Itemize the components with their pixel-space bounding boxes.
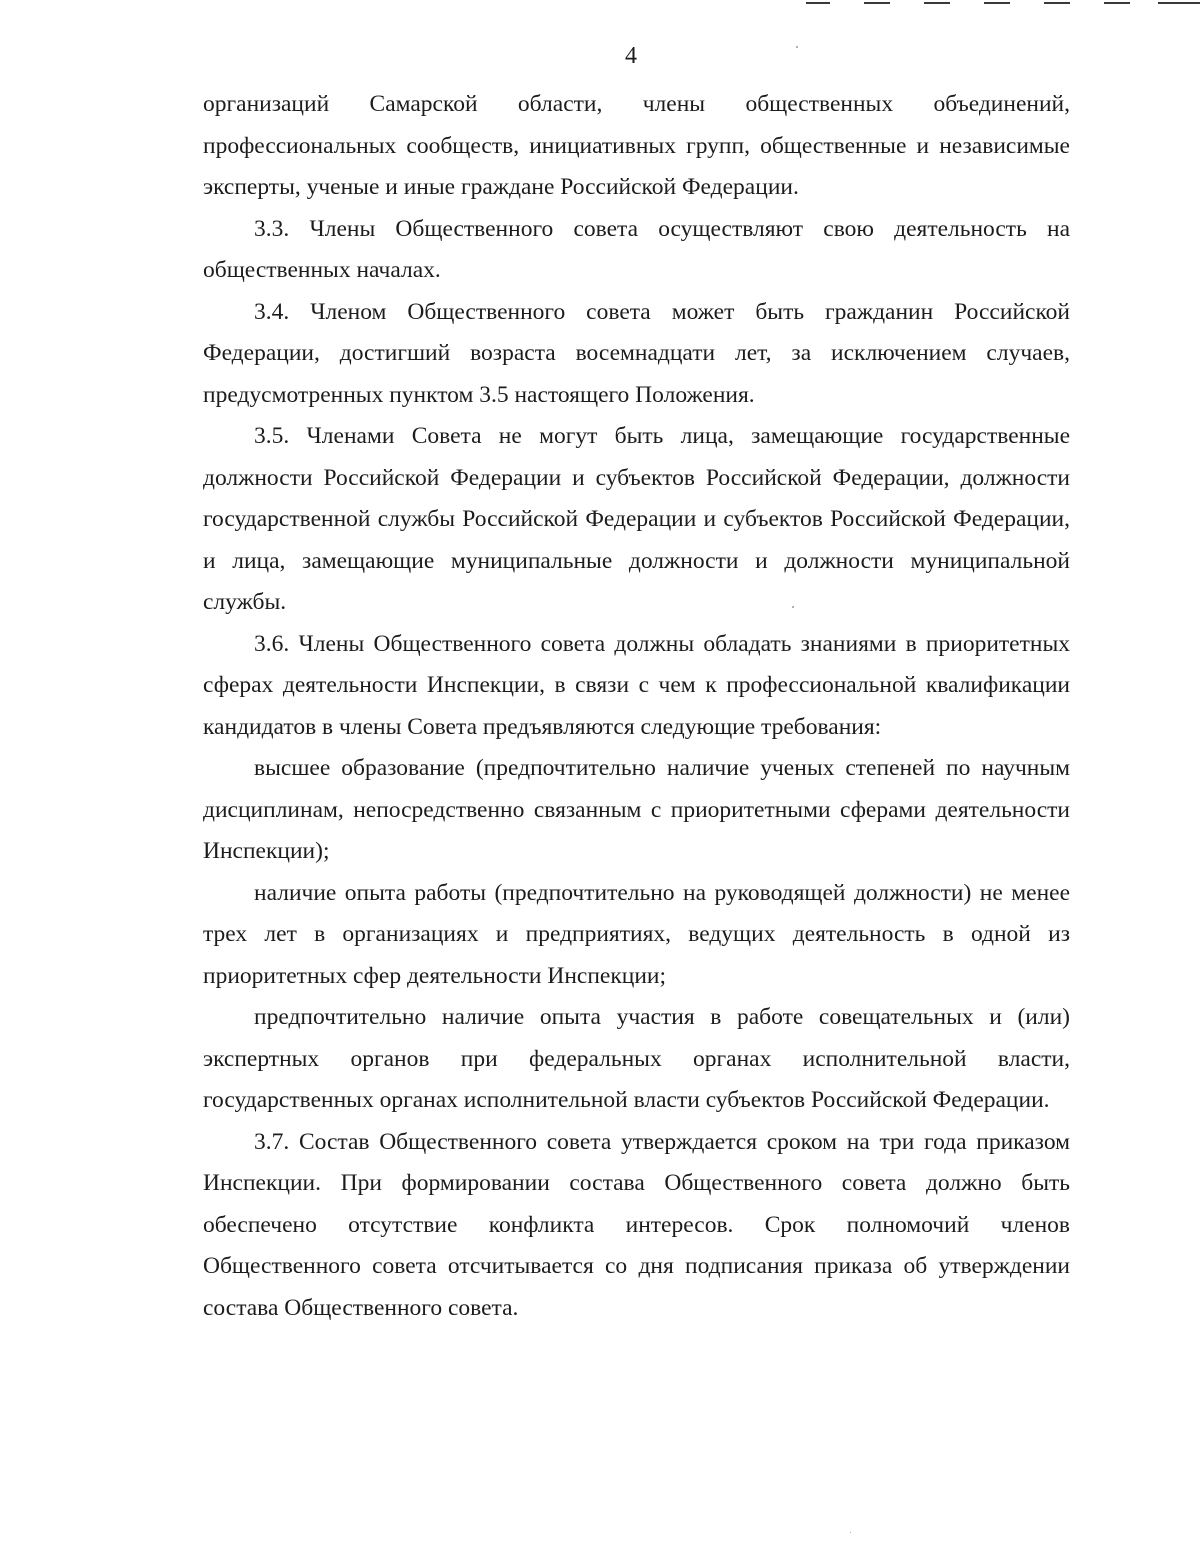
paragraph-3-6: 3.6. Члены Общественного совета должны обладать знаниями в приоритетных сферах деятельности Инспекции, в связи с чем к профессиональной квалификации кандидатов в члены Совета предъявляются следующие требования: <box>203 630 1070 740</box>
scan-mark <box>806 2 830 4</box>
requirement-education: высшее образование (предпочтительно наличие ученых степеней по научным дисциплинам, непосредственно связанным с приоритетными сферами деятельности Инспекции); <box>203 755 1070 864</box>
paragraph-3-5: 3.5. Членами Совета не могут быть лица, замещающие государственные должности Российской Федерации и субъектов Российской Федерации, должности государственной службы Российской Федерации и субъектов Российской Федерации, и лица, замещающие муниципальные должности и должности муниципальной службы. <box>203 423 1070 615</box>
scan-speck <box>850 1532 851 1533</box>
page-number: 4 <box>625 43 637 69</box>
paragraph-3-7: 3.7. Состав Общественного совета утверждается сроком на три года приказом Инспекции. При формировании состава Общественного совета должно быть обеспечено отсутствие конфликта интересов. Срок полномочий членов Общественного совета отсчитывается со дня подписания приказа об утверждении состава Общественного совета. <box>203 1128 1070 1321</box>
requirement-expert-bodies: предпочтительно наличие опыта участия в работе совещательных и (или) экспертных органов при федеральных органах исполнительной власти, государственных органах исполнительной власти субъектов Российской Федерации. <box>203 1004 1070 1113</box>
scan-mark <box>1104 2 1130 4</box>
scan-mark <box>1044 2 1070 4</box>
scan-edge-marks <box>780 0 1200 12</box>
scan-mark <box>924 2 950 4</box>
paragraph-3-4: 3.4. Членом Общественного совета может быть гражданин Российской Федерации, достигший возраста восемнадцати лет, за исключением случаев, предусмотренных пунктом 3.5 настоящего Положения. <box>203 298 1070 408</box>
requirement-experience: наличие опыта работы (предпочтительно на руководящей должности) не менее трех лет в организациях и предприятиях, ведущих деятельность в одной из приоритетных сфер деятельности Инспекции; <box>203 879 1070 989</box>
document-body <box>203 84 1070 1329</box>
paragraph-continuation: организаций Самарской области, члены общественных объединений, профессиональных сообществ, инициативных групп, общественные и независимые эксперты, ученые и иные граждане Российской Федерации. <box>203 91 1070 200</box>
paragraph-3-3: 3.3. Члены Общественного совета осуществляют свою деятельность на общественных началах. <box>203 215 1070 283</box>
scan-mark <box>984 2 1010 4</box>
scan-mark <box>1158 2 1200 4</box>
scan-speck <box>792 606 794 608</box>
scan-mark <box>864 2 890 4</box>
scan-speck <box>796 46 798 48</box>
